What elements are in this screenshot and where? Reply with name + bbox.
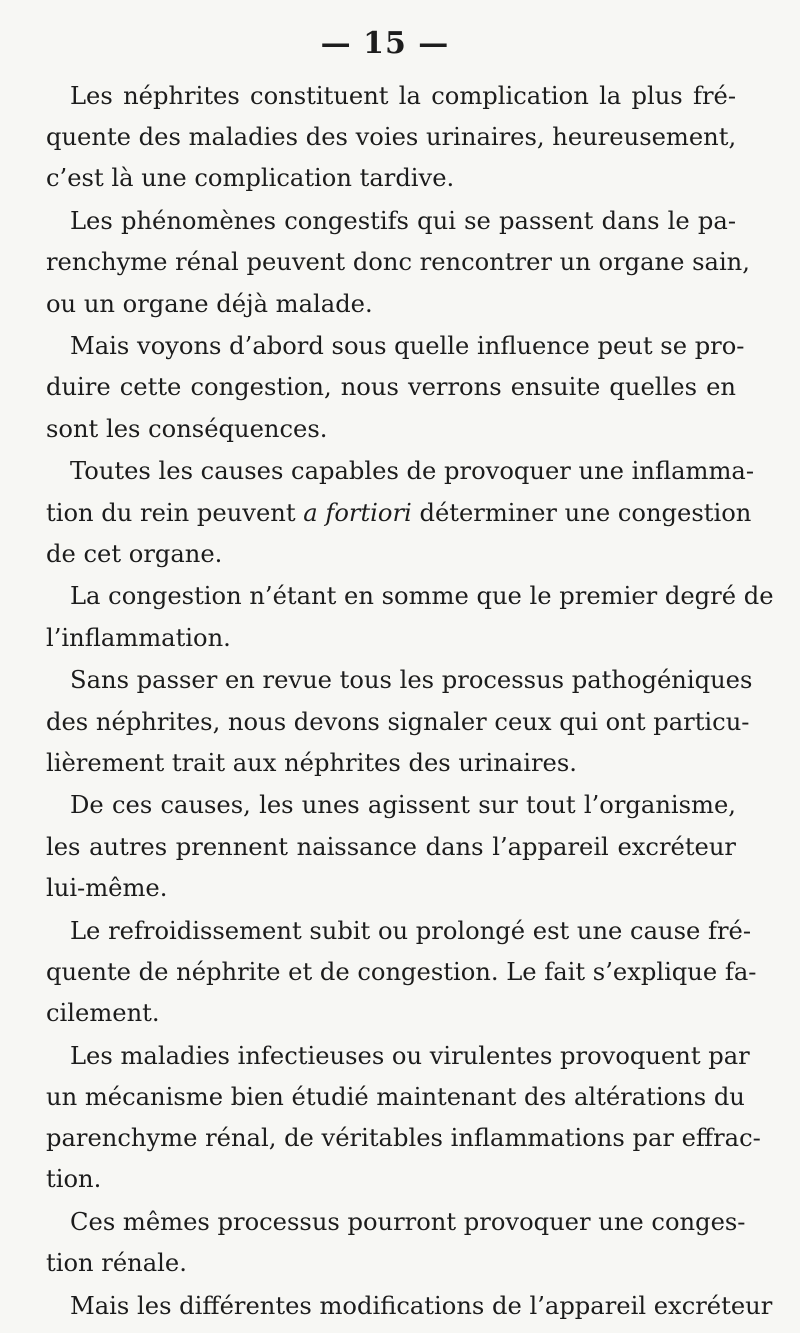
text-line: c’est là une complication tardive. [46, 164, 455, 193]
text-line: Le refroidissement subit ou prolongé est une cause fré- [70, 916, 752, 945]
paragraph [46, 76, 736, 200]
text-line: quente des maladies des voies urinaires, heureusement, [46, 123, 737, 152]
paragraph [46, 1036, 761, 1201]
paragraph [46, 201, 750, 325]
text-line: un mécanisme bien étudié maintenant des altérations du [46, 1082, 745, 1111]
text-line: Les néphrites constituent la complication la plus fré- [70, 82, 736, 110]
text-line: Mais voyons d’abord sous quelle influence peut se pro- [70, 332, 745, 361]
paragraph [46, 911, 757, 1035]
text-line: Mais les différentes modifications de l’appareil excréteur [70, 1291, 773, 1320]
text-line: lui-même. [46, 873, 168, 902]
text-line: Ces mêmes processus pourront provoquer une conges- [70, 1207, 746, 1236]
text-line: de cet organe. [46, 539, 223, 568]
text-line: parenchyme rénal, de véritables inflammations par effrac- [46, 1124, 761, 1153]
paragraph [46, 576, 774, 658]
text-line: Les phénomènes congestifs qui se passent dans le pa- [70, 207, 736, 236]
text-line: tion rénale. [46, 1249, 187, 1278]
paragraph [46, 785, 736, 909]
paragraph [46, 660, 753, 784]
text-line: renchyme rénal peuvent donc rencontrer un organe sain, [46, 248, 750, 277]
text-line: des néphrites, nous devons signaler ceux qui ont particu- [46, 707, 750, 736]
text-line: cilement. [46, 998, 160, 1027]
text-line: tion. [46, 1165, 102, 1194]
text-line: lièrement trait aux néphrites des urinaires. [46, 748, 577, 777]
text-line: duire cette congestion, nous verrons ensuite quelles en [46, 373, 736, 402]
text-line: Sans passer en revue tous les processus pathogéniques [70, 666, 753, 695]
paragraph [46, 1286, 773, 1327]
page-number: — 15 — [320, 26, 450, 61]
paragraph [46, 451, 754, 575]
text-line: ou un organe déjà malade. [46, 289, 373, 318]
text-line: l’inflammation. [46, 623, 231, 652]
text-line: sont les conséquences. [46, 414, 328, 443]
text-line: Les maladies infectieuses ou virulentes provoquent par [70, 1041, 750, 1070]
text-line: quente de néphrite et de congestion. Le fait s’explique fa- [46, 957, 757, 986]
text-line-with-italic: tion du rein peuvent a fortiori déterminer une congestion [46, 498, 752, 527]
text-line: De ces causes, les unes agissent sur tout l’organisme, [70, 791, 736, 820]
paragraph [46, 326, 745, 450]
body-text [46, 76, 774, 1329]
text-line: les autres prennent naissance dans l’appareil excréteur [46, 832, 736, 861]
paragraph [46, 1202, 746, 1284]
text-line: Toutes les causes capables de provoquer une inflamma- [70, 457, 754, 486]
text-line: La congestion n’étant en somme que le premier degré de [70, 582, 774, 611]
